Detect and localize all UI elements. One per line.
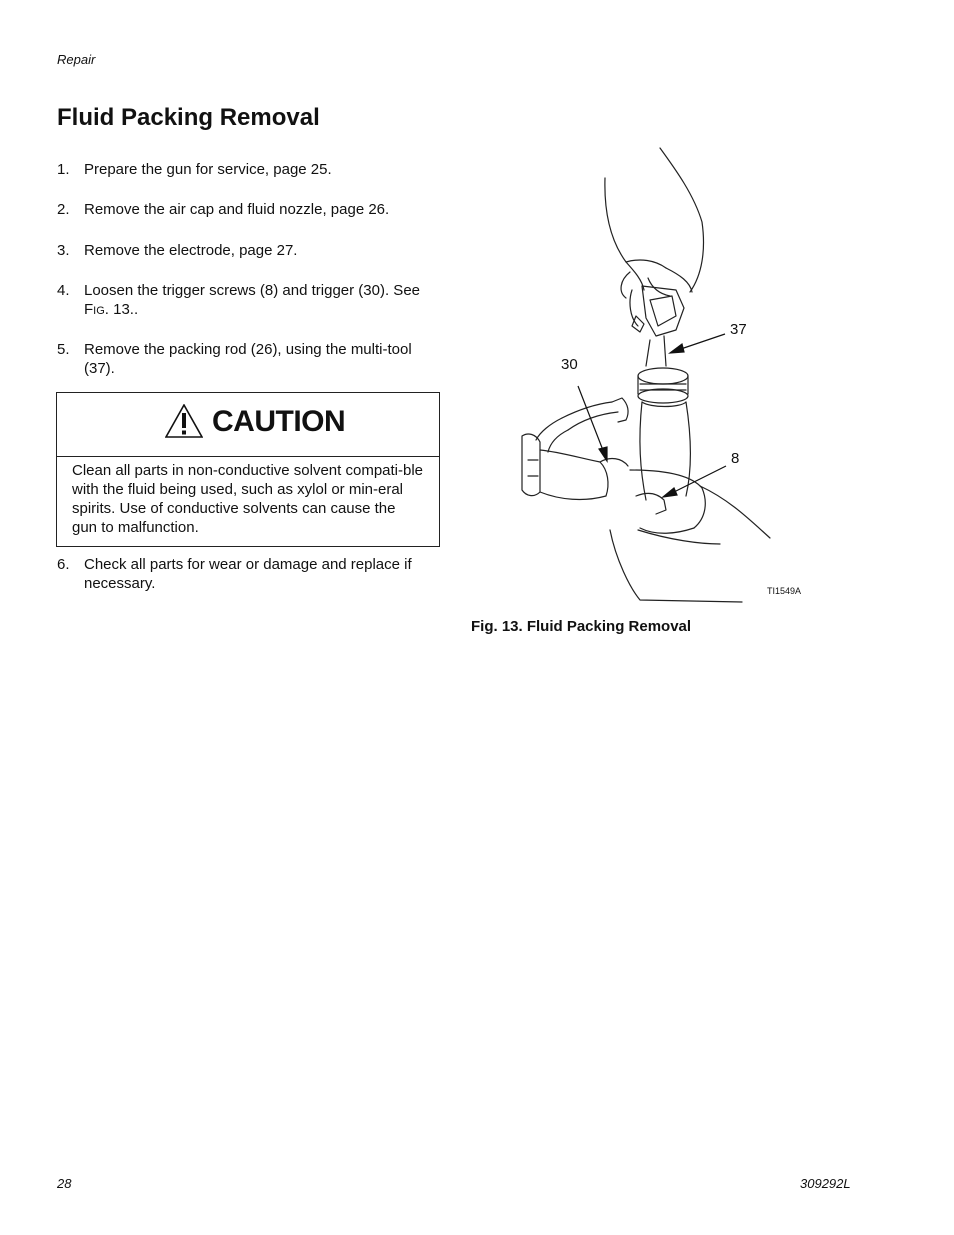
step-number: 2. xyxy=(57,201,70,218)
step-number: 4. xyxy=(57,282,70,299)
step-number: 6. xyxy=(57,556,70,573)
step-number: 5. xyxy=(57,341,70,358)
step-text: Prepare the gun for service, page 25. xyxy=(84,161,332,178)
document-number: 309292L xyxy=(800,1176,851,1191)
callout-8: 8 xyxy=(731,450,740,467)
figure-reference-number: . 13.. xyxy=(104,301,139,318)
step-text xyxy=(84,281,439,319)
step-text: Remove the air cap and fluid nozzle, page 26. xyxy=(84,201,390,218)
section-header: Repair xyxy=(57,52,96,67)
page-number: 28 xyxy=(57,1176,72,1191)
step-text: Remove the packing rod (26), using the multi-tool (37). xyxy=(84,341,412,377)
step-number: 3. xyxy=(57,242,70,259)
callout-37: 37 xyxy=(730,321,747,338)
caution-heading: CAUTION xyxy=(212,405,346,438)
figure-caption: Fig. 13. Fluid Packing Removal xyxy=(471,618,692,635)
caution-header xyxy=(57,393,439,457)
caution-box xyxy=(56,392,440,547)
caution-body: Clean all parts in non-conductive solvent compati-ble with the fluid being used, such as xylol or min-eral spirits. Use of conductive solvents can cause the gun to malfunction. xyxy=(72,462,424,536)
step-number: 1. xyxy=(57,161,70,178)
figure-image-id: TI1549A xyxy=(767,586,802,596)
step-text: Remove the electrode, page 27. xyxy=(84,242,298,259)
callout-30: 30 xyxy=(561,356,578,373)
warning-triangle-icon xyxy=(165,404,203,438)
step-text: Check all parts for wear or damage and replace if necessary. xyxy=(84,556,412,592)
page-title: Fluid Packing Removal xyxy=(57,104,320,131)
fluid-packing-illustration xyxy=(480,140,820,610)
figure-reference: Fig xyxy=(84,301,105,318)
step-text-main: Loosen the trigger screws (8) and trigger (30). See xyxy=(84,282,420,299)
